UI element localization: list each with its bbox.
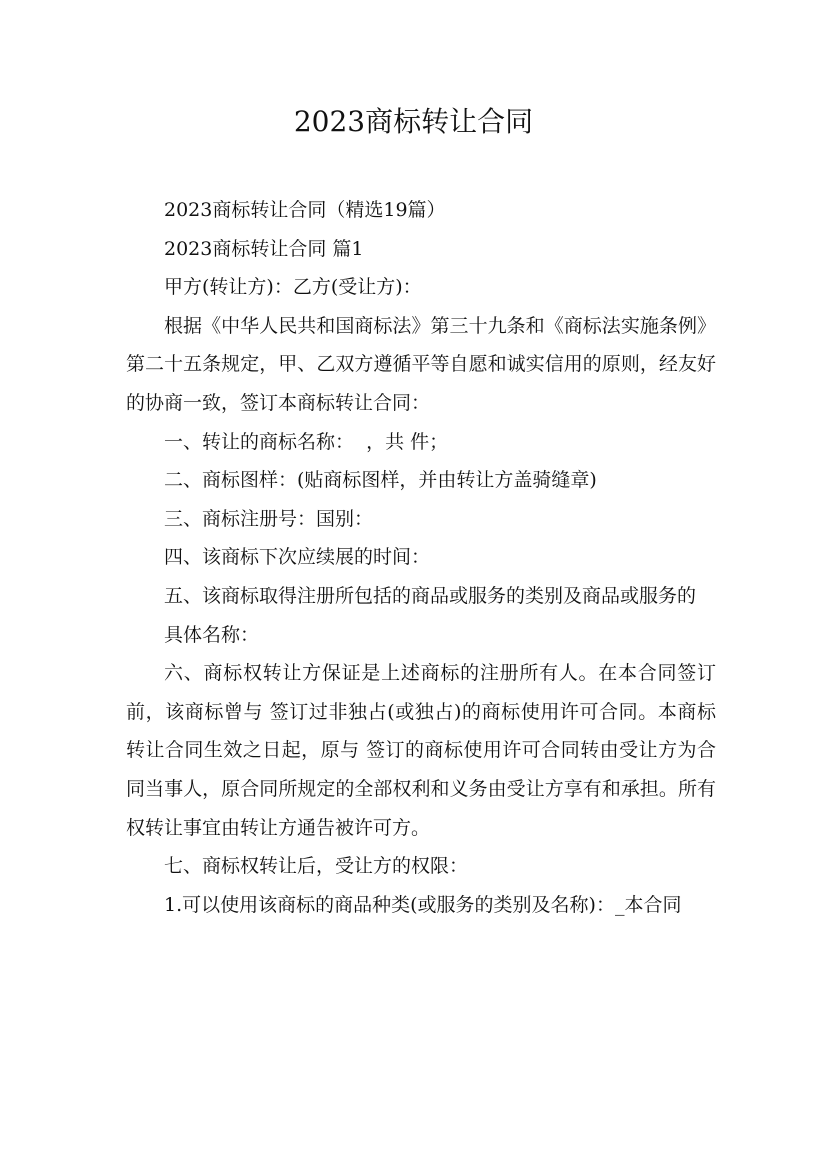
paragraph-clause-7: 七、商标权转让后，受让方的权限： — [164, 855, 469, 878]
document-title: 2023商标转让合同 — [293, 105, 534, 138]
paragraph-parties: 甲方(转让方)：乙方(受让方)： — [164, 276, 422, 299]
paragraph-clause-3: 三、商标注册号：国别： — [164, 507, 374, 530]
paragraph-section-heading: 2023商标转让合同 篇1 — [164, 237, 364, 260]
paragraph-clause-7-item-1: 1.可以使用该商标的商品种类(或服务的类别及名称)：_本合同 — [164, 893, 682, 916]
paragraph-clause-6: 六、商标权转让方保证是上述商标的注册所有人。在本合同签订前，该商标曾与 签订过非独占(或独占)的商标使用许可合同。本商标转让合同生效之日起，原与 签订的商标使用许可合同转由受让方为合同当事人，原合同所规定的全部权利和义务由受让方享有和承担。所有权转让事宜由转让方通告被许可方。 — [126, 662, 716, 839]
paragraph-preamble: 根据《中华人民共和国商标法》第三十九条和《商标法实施条例》第二十五条规定，甲、乙双方遵循平等自愿和诚实信用的原则，经友好的协商一致，签订本商标转让合同： — [126, 314, 716, 414]
paragraph-subtitle: 2023商标转让合同（精选19篇） — [164, 199, 446, 221]
paragraph-clause-5: 五、该商标取得注册所包括的商品或服务的类别及商品或服务的 — [164, 584, 697, 607]
document-body — [126, 191, 716, 924]
paragraph-clause-2: 二、商标图样：(贴商标图样，并由转让方盖骑缝章) — [164, 469, 597, 492]
paragraph-clause-4: 四、该商标下次应续展的时间： — [164, 546, 431, 569]
paragraph-clause-5-continued: 具体名称： — [164, 623, 260, 646]
paragraph-clause-1: 一、转让的商标名称： ，共 件； — [164, 430, 449, 453]
